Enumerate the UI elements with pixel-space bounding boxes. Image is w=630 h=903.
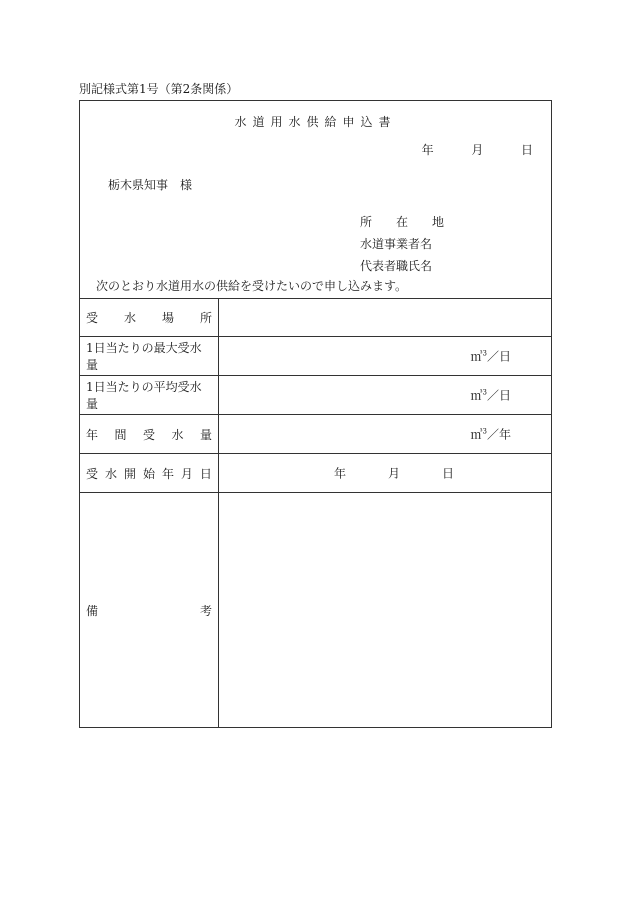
label-char: 量 xyxy=(199,427,212,442)
label-char: 水 xyxy=(171,427,184,442)
start-date-value[interactable] xyxy=(219,454,551,492)
label-char: 日 xyxy=(199,466,212,481)
header-date-year: 年 xyxy=(421,143,434,157)
avg-daily-label: 1日当たりの平均受水量 xyxy=(80,376,219,414)
row-max-daily xyxy=(80,337,551,376)
avg-daily-value[interactable] xyxy=(219,376,551,414)
row-remarks xyxy=(80,493,551,728)
form-number-label: 別記様式第1号（第2条関係） xyxy=(79,82,239,96)
label-char: 考 xyxy=(199,604,212,618)
annual-value[interactable] xyxy=(219,415,551,453)
label-char: 受 xyxy=(86,310,99,325)
label-char: 年 xyxy=(161,466,174,481)
field-address-label: 所 在 地 xyxy=(360,215,445,229)
form-title: 水道用水供給申込書 xyxy=(234,115,397,129)
start-date-day: 日 xyxy=(441,466,454,481)
row-avg-daily xyxy=(80,376,551,415)
form-header xyxy=(80,101,551,299)
receiving-place-value[interactable] xyxy=(219,298,551,336)
label-char: 備 xyxy=(86,604,99,618)
max-daily-value[interactable] xyxy=(219,337,551,375)
row-receiving-place xyxy=(80,298,551,337)
field-representative-label: 代表者職氏名 xyxy=(360,259,433,273)
field-operator-label: 水道事業者名 xyxy=(360,237,433,251)
label-char: 場 xyxy=(161,310,174,325)
header-date-day: 日 xyxy=(520,143,533,157)
label-char: 開 xyxy=(123,466,136,481)
remarks-value[interactable] xyxy=(219,493,551,728)
start-date-year: 年 xyxy=(334,466,347,481)
annual-unit: ㎥$^3$／年 xyxy=(470,427,511,442)
label-char: 月 xyxy=(180,466,193,481)
label-char: 受 xyxy=(142,427,155,442)
label-char: 水 xyxy=(104,466,117,481)
row-annual xyxy=(80,415,551,454)
max-daily-label: 1日当たりの最大受水量 xyxy=(80,337,219,375)
header-date xyxy=(422,141,533,158)
application-statement: 次のとおり水道用水の供給を受けたいので申し込みます。 xyxy=(96,279,408,293)
annual-label xyxy=(80,415,219,453)
label-char: 所 xyxy=(199,310,212,325)
remarks-label xyxy=(80,493,219,728)
start-date-fields xyxy=(334,465,454,482)
label-char: 始 xyxy=(142,466,155,481)
application-form xyxy=(79,100,552,728)
row-start-date xyxy=(80,454,551,493)
header-date-month: 月 xyxy=(471,143,484,157)
max-daily-unit: ㎥$^3$／日 xyxy=(470,349,511,364)
receiving-place-label xyxy=(80,298,219,336)
label-char: 間 xyxy=(114,427,127,442)
label-char: 水 xyxy=(123,310,136,325)
start-date-month: 月 xyxy=(387,466,400,481)
label-char: 受 xyxy=(86,466,99,481)
avg-daily-unit: ㎥$^3$／日 xyxy=(470,388,511,403)
start-date-label xyxy=(80,454,219,492)
addressee: 栃木県知事 様 xyxy=(108,178,193,192)
label-char: 年 xyxy=(86,427,99,442)
